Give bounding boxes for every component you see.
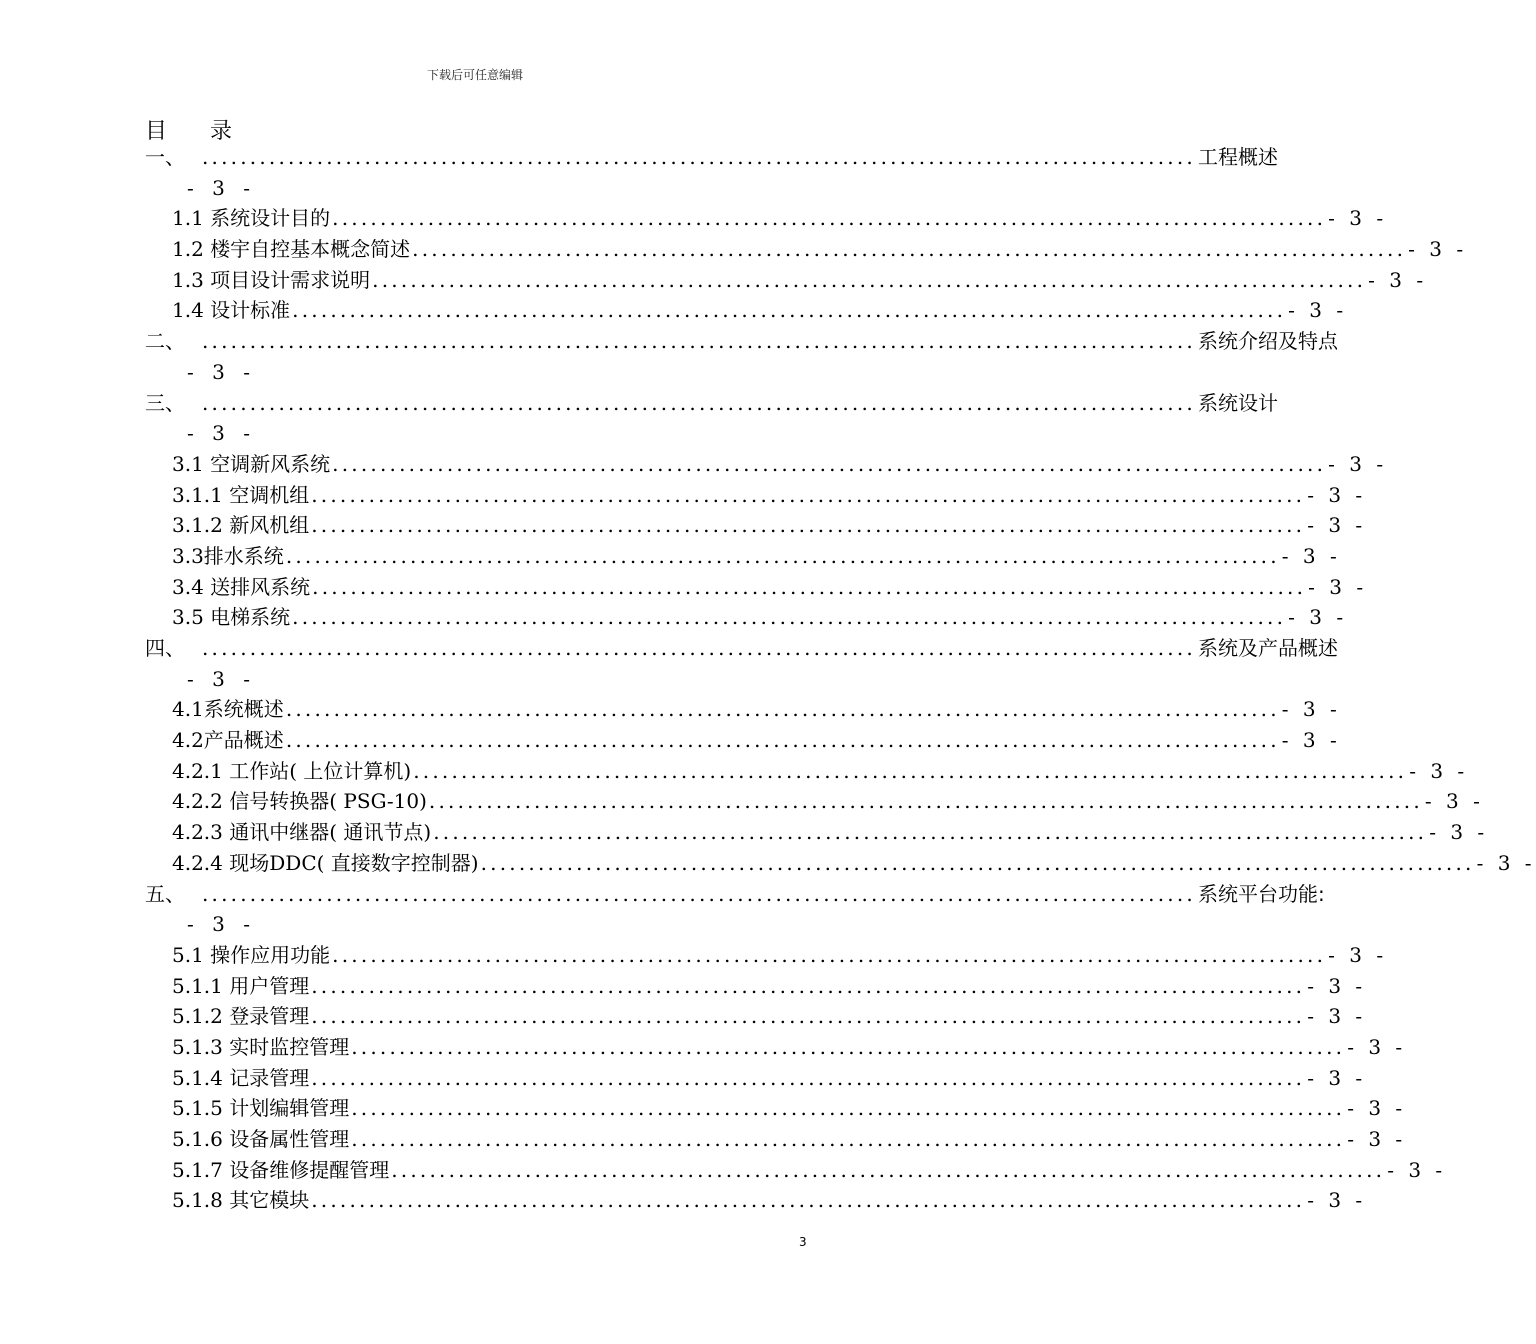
toc-entry[interactable] <box>172 1124 1407 1155</box>
toc-entry-label: 4.2.1 工作站( 上位计算机) <box>172 758 412 783</box>
toc-entry-page: - 3 - <box>1429 820 1489 845</box>
toc-entry-label: 5.1.5 计划编辑管理 <box>172 1096 350 1121</box>
toc-entry-label: 3.3排水系统 <box>172 543 284 568</box>
toc-leader-dots: ........................................................................................................ <box>351 1127 1346 1151</box>
toc-leader-dots: ........................................................................................................ <box>332 451 1327 476</box>
toc-leader-dots: ........................................................................................................ <box>332 942 1327 967</box>
toc-entry-page: - 3 - <box>1281 697 1341 722</box>
toc-entry[interactable] <box>172 940 1388 971</box>
toc-entry[interactable] <box>172 510 1367 541</box>
toc-entry-label: 3.1.1 空调机组 <box>172 482 310 507</box>
toc-entry[interactable] <box>172 1155 1447 1186</box>
toc-entry-page: - 3 - <box>1409 758 1469 783</box>
toc-entry-page: - 3 - <box>1476 850 1536 875</box>
toc-leader-dots: ........................................................................................................ <box>312 574 1307 599</box>
toc-leader-dots: ........................................................................................................ <box>311 973 1306 998</box>
toc-entry-page-line <box>187 418 387 449</box>
toc-entry-label: 4.2.4 现场DDC( 直接数字控制器) <box>172 850 479 875</box>
toc-entry-label: 4.1系统概述 <box>172 697 284 722</box>
toc-entry[interactable] <box>172 265 1428 296</box>
toc-entry-page: - 3 - <box>1307 513 1367 538</box>
toc-entry[interactable] <box>172 602 1348 633</box>
toc-entry-label: 5.1.2 登录管理 <box>172 1004 310 1029</box>
toc-entry-page: - 3 - <box>187 421 256 446</box>
toc-entry-page: - 3 - <box>1347 1127 1407 1151</box>
toc-entry-page: - 3 - <box>1288 605 1348 630</box>
toc-entry-label: 5.1.7 设备维修提醒管理 <box>172 1157 390 1182</box>
toc-entry-page-line <box>187 909 387 940</box>
toc-entry-page-line <box>187 664 387 695</box>
toc-entry-label: 3.1.2 新风机组 <box>172 513 310 538</box>
toc-leader-dots: ........................................................................................................ <box>202 636 1196 660</box>
toc-leader-dots: ........................................................................................................ <box>480 850 1475 875</box>
toc-entry-page: - 3 - <box>1424 789 1484 814</box>
toc-entry-page: - 3 - <box>1308 574 1368 599</box>
toc-entry[interactable] <box>172 848 1536 879</box>
toc-entry-title: 工程概述 <box>1197 145 1278 169</box>
toc-entry-label: 5.1.1 用户管理 <box>172 973 310 998</box>
toc-leader-dots: ........................................................................................................ <box>285 697 1280 722</box>
toc-entry[interactable] <box>145 879 1325 910</box>
toc-entry[interactable] <box>172 449 1388 480</box>
toc-leader-dots: ........................................................................................................ <box>351 1096 1346 1121</box>
toc-leader-dots: ........................................................................................................ <box>202 145 1196 169</box>
toc-entry[interactable] <box>172 725 1341 756</box>
toc-entry[interactable] <box>172 1063 1367 1094</box>
toc-entry-page: - 3 - <box>1387 1157 1447 1182</box>
toc-leader-dots: ........................................................................................................ <box>292 298 1287 323</box>
toc-entry-page: - 3 - <box>1347 1034 1407 1059</box>
toc-leader-dots: ........................................................................................................ <box>292 605 1287 630</box>
toc-entry-label: 4.2.2 信号转换器( PSG-10) <box>172 789 427 814</box>
toc-entry[interactable] <box>145 388 1278 419</box>
toc-entry-label: 1.3 项目设计需求说明 <box>172 267 371 292</box>
toc-entry[interactable] <box>145 142 1278 173</box>
toc-entry-page: - 3 - <box>1307 482 1367 507</box>
toc-leader-dots: ........................................................................................................ <box>433 820 1428 845</box>
toc-leader-dots: ........................................................................................................ <box>351 1034 1346 1059</box>
toc-entry[interactable] <box>172 1032 1407 1063</box>
toc-entry-label: 5.1.4 记录管理 <box>172 1065 310 1090</box>
toc-entry[interactable] <box>172 541 1341 572</box>
toc-entry-label: 3.1 空调新风系统 <box>172 451 331 476</box>
toc-entry-label: 4.2.3 通讯中继器( 通讯节点) <box>172 820 432 845</box>
toc-leader-dots: ........................................................................................................ <box>311 1188 1306 1213</box>
toc-entry-title: 系统介绍及特点 <box>1197 329 1338 354</box>
toc-entry-number: 二、 <box>145 329 185 354</box>
toc-entry[interactable] <box>172 1001 1367 1032</box>
toc-entry[interactable] <box>145 633 1338 664</box>
toc-entry[interactable] <box>172 971 1367 1002</box>
toc-entry[interactable] <box>172 786 1484 817</box>
toc-leader-dots: ........................................................................................................ <box>391 1157 1386 1182</box>
toc-entry-page: - 3 - <box>1307 973 1367 998</box>
toc-leader-dots: ........................................................................................................ <box>202 881 1196 906</box>
toc-entry[interactable] <box>172 1093 1407 1124</box>
toc-title: 目 录 <box>145 119 250 144</box>
toc-entry-page: - 3 - <box>1288 298 1348 323</box>
toc-entry-title: 系统平台功能: <box>1197 881 1325 906</box>
toc-entry-label: 5.1.3 实时监控管理 <box>172 1034 350 1059</box>
toc-entry-page: - 3 - <box>1307 1065 1367 1090</box>
toc-entry-page: - 3 - <box>1408 237 1468 262</box>
toc-entry-page: - 3 - <box>1328 942 1388 967</box>
toc-leader-dots: ........................................................................................................ <box>285 543 1280 568</box>
toc-entry[interactable] <box>172 203 1388 234</box>
toc-entry-number: 三、 <box>145 390 185 415</box>
toc-entry-page-line <box>187 357 387 388</box>
toc-entry[interactable] <box>172 817 1489 848</box>
table-of-contents <box>0 142 1536 1216</box>
toc-entry-page: - 3 - <box>1307 1188 1367 1213</box>
toc-entry-title: 系统设计 <box>1197 390 1278 415</box>
toc-leader-dots: ........................................................................................................ <box>428 789 1423 814</box>
toc-entry-label: 3.5 电梯系统 <box>172 605 291 630</box>
toc-entry[interactable] <box>172 572 1368 603</box>
toc-leader-dots: ........................................................................................................ <box>202 390 1196 415</box>
toc-entry-page: - 3 - <box>1307 1004 1367 1029</box>
toc-entry-page: - 3 - <box>1328 451 1388 476</box>
toc-entry[interactable] <box>172 295 1348 326</box>
toc-entry-label: 3.4 送排风系统 <box>172 574 311 599</box>
toc-entry-label: 1.1 系统设计目的 <box>172 206 331 231</box>
toc-entry-page: - 3 - <box>1281 728 1341 753</box>
toc-leader-dots: ........................................................................................................ <box>372 267 1367 292</box>
toc-leader-dots: ........................................................................................................ <box>311 1065 1306 1090</box>
toc-entry-page: - 3 - <box>1328 206 1388 231</box>
toc-entry-label: 5.1.8 其它模块 <box>172 1188 310 1213</box>
toc-entry[interactable] <box>172 694 1341 725</box>
toc-entry-title: 系统及产品概述 <box>1197 636 1338 660</box>
toc-entry-number: 四、 <box>145 636 185 660</box>
toc-entry-page: - 3 - <box>187 666 256 691</box>
page-header: 下载后可任意编辑 <box>426 68 523 82</box>
toc-leader-dots: ........................................................................................................ <box>285 728 1280 753</box>
toc-leader-dots: ........................................................................................................ <box>332 206 1327 231</box>
toc-entry-number: 一、 <box>145 145 185 169</box>
toc-entry-page: - 3 - <box>187 175 256 200</box>
toc-entry[interactable] <box>145 326 1338 357</box>
toc-leader-dots: ........................................................................................................ <box>202 329 1196 354</box>
toc-entry-label: 4.2产品概述 <box>172 728 284 753</box>
toc-entry-page: - 3 - <box>1368 267 1428 292</box>
toc-entry[interactable] <box>172 480 1367 511</box>
toc-entry-label: 1.2 楼宇自控基本概念简述 <box>172 237 411 262</box>
toc-leader-dots: ........................................................................................................ <box>413 758 1408 783</box>
toc-entry[interactable] <box>172 1185 1367 1216</box>
toc-leader-dots: ........................................................................................................ <box>311 1004 1306 1029</box>
toc-leader-dots: ........................................................................................................ <box>311 513 1306 538</box>
toc-entry-page: - 3 - <box>1281 543 1341 568</box>
toc-entry-label: 1.4 设计标准 <box>172 298 291 323</box>
toc-entry-label: 5.1.6 设备属性管理 <box>172 1127 350 1151</box>
toc-entry[interactable] <box>172 234 1468 265</box>
toc-leader-dots: ........................................................................................................ <box>412 237 1407 262</box>
toc-entry-label: 5.1 操作应用功能 <box>172 942 331 967</box>
toc-entry-number: 五、 <box>145 881 185 906</box>
toc-entry-page: - 3 - <box>187 912 256 937</box>
toc-entry-page-line <box>187 173 387 204</box>
toc-entry[interactable] <box>172 756 1469 787</box>
page-number: 3 <box>799 1235 807 1249</box>
toc-entry-page: - 3 - <box>187 359 256 384</box>
toc-entry-page: - 3 - <box>1347 1096 1407 1121</box>
toc-leader-dots: ........................................................................................................ <box>311 482 1306 507</box>
